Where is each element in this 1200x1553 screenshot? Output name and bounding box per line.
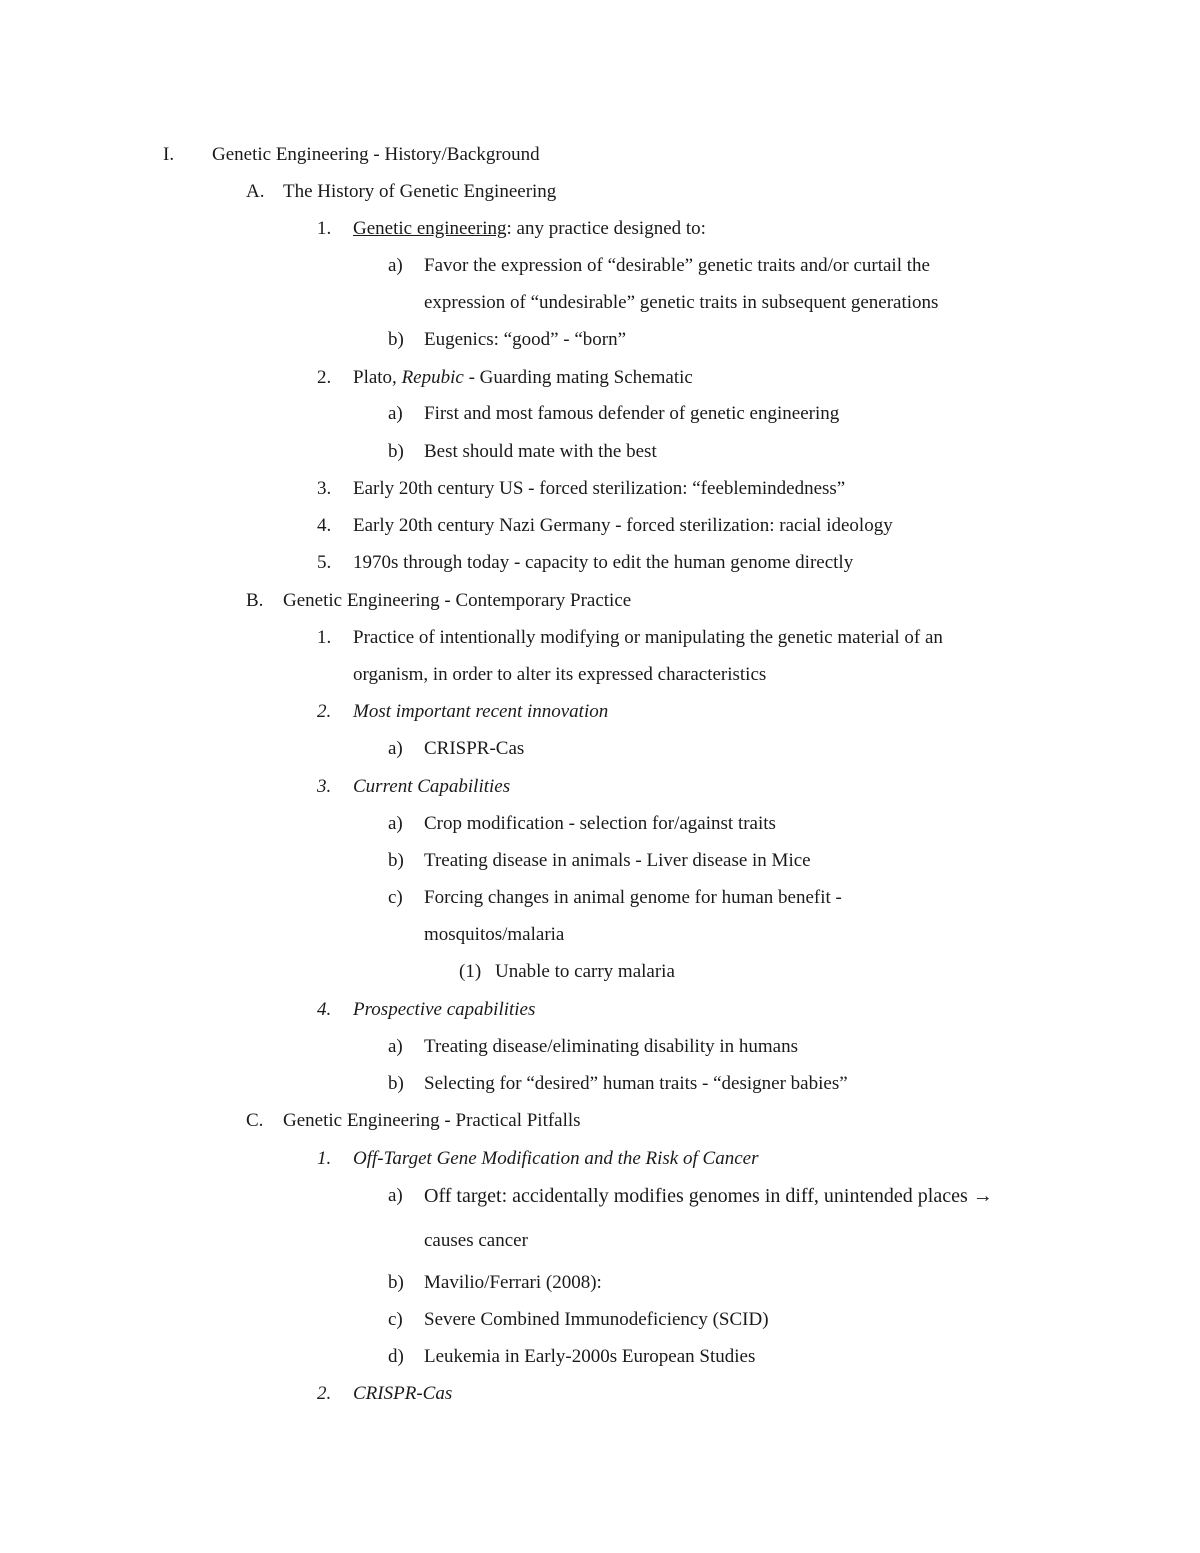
outline-item: CRISPR-Cas bbox=[424, 738, 525, 759]
outline-marker: b) bbox=[388, 1073, 404, 1094]
outline-item: 1970s through today - capacity to edit the human genome directly bbox=[353, 552, 854, 573]
outline-item: Severe Combined Immunodeficiency (SCID) bbox=[424, 1309, 769, 1330]
outline-marker: 1. bbox=[317, 1148, 332, 1169]
outline-item-continuation: organism, in order to alter its expressed characteristics bbox=[353, 664, 767, 685]
outline-marker: A. bbox=[246, 181, 265, 202]
outline-marker: a) bbox=[388, 255, 403, 276]
outline-marker: c) bbox=[388, 887, 403, 908]
outline-item: Current Capabilities bbox=[353, 776, 511, 797]
outline-item bbox=[353, 366, 693, 390]
outline-item-continuation: expression of “undesirable” genetic traits in subsequent generations bbox=[424, 292, 939, 313]
outline-marker: a) bbox=[388, 1185, 403, 1206]
outline-marker: b) bbox=[388, 441, 404, 462]
outline-item-continuation: causes cancer bbox=[424, 1230, 528, 1251]
outline-marker: 2. bbox=[317, 1383, 332, 1404]
outline-marker: b) bbox=[388, 329, 404, 350]
outline-item: Most important recent innovation bbox=[353, 701, 609, 722]
outline-item: Eugenics: “good” - “born” bbox=[424, 329, 627, 350]
outline-marker: B. bbox=[246, 590, 264, 611]
outline-marker: d) bbox=[388, 1346, 404, 1367]
outline-item: Best should mate with the best bbox=[424, 441, 657, 462]
outline-item: Treating disease in animals - Liver disease in Mice bbox=[424, 850, 811, 871]
outline-marker: (1) bbox=[459, 961, 482, 982]
outline-heading-b: Genetic Engineering - Contemporary Practice bbox=[283, 590, 632, 611]
outline-marker: 4. bbox=[317, 515, 332, 536]
outline-item: Forcing changes in animal genome for human benefit - bbox=[424, 887, 842, 908]
outline-marker: c) bbox=[388, 1309, 403, 1330]
outline-heading-1: Genetic Engineering - History/Background bbox=[212, 144, 540, 165]
outline-marker: 1. bbox=[317, 627, 332, 648]
outline-marker: a) bbox=[388, 813, 403, 834]
outline-item: Unable to carry malaria bbox=[495, 961, 675, 982]
outline-item: Early 20th century US - forced sterilization: “feeblemindedness” bbox=[353, 478, 846, 499]
outline-marker: a) bbox=[388, 403, 403, 424]
outline-marker: b) bbox=[388, 850, 404, 871]
outline-item: Off-Target Gene Modification and the Risk of Cancer bbox=[353, 1148, 759, 1169]
outline-item bbox=[353, 217, 706, 241]
outline-item: Prospective capabilities bbox=[353, 999, 536, 1020]
outline-marker: 3. bbox=[317, 776, 332, 797]
outline-item: CRISPR-Cas bbox=[353, 1383, 453, 1404]
outline-item: Treating disease/eliminating disability in humans bbox=[424, 1036, 798, 1057]
defined-term: Genetic engineering bbox=[353, 218, 507, 239]
outline-marker: 2. bbox=[317, 701, 332, 722]
outline-item: Selecting for “desired” human traits - “designer babies” bbox=[424, 1073, 848, 1094]
book-title: Repubic bbox=[401, 367, 464, 388]
outline-item: Crop modification - selection for/against traits bbox=[424, 813, 776, 834]
outline-marker: C. bbox=[246, 1110, 264, 1131]
outline-marker: a) bbox=[388, 1036, 403, 1057]
outline-marker: I. bbox=[163, 144, 175, 165]
item-text: : any practice designed to: bbox=[506, 218, 706, 239]
outline-item: First and most famous defender of genetic engineering bbox=[424, 403, 840, 424]
outline-marker: 3. bbox=[317, 478, 332, 499]
outline-item: Off target: accidentally modifies genomes in diff, unintended places → bbox=[424, 1185, 993, 1207]
outline-marker: 5. bbox=[317, 552, 332, 573]
outline-marker: 2. bbox=[317, 367, 332, 388]
outline-heading-c: Genetic Engineering - Practical Pitfalls bbox=[283, 1110, 581, 1131]
outline-marker: a) bbox=[388, 738, 403, 759]
outline-item: Early 20th century Nazi Germany - forced sterilization: racial ideology bbox=[353, 515, 893, 536]
outline-item: Leukemia in Early-2000s European Studies bbox=[424, 1346, 756, 1367]
outline-item: Favor the expression of “desirable” genetic traits and/or curtail the bbox=[424, 255, 930, 276]
outline-item: Practice of intentionally modifying or manipulating the genetic material of an bbox=[353, 627, 943, 648]
outline-marker: 4. bbox=[317, 999, 332, 1020]
outline-item: Mavilio/Ferrari (2008): bbox=[424, 1272, 602, 1293]
item-text: Plato, bbox=[353, 367, 402, 388]
outline-item-continuation: mosquitos/malaria bbox=[424, 924, 565, 945]
outline-marker: 1. bbox=[317, 218, 332, 239]
outline-marker: b) bbox=[388, 1272, 404, 1293]
outline-heading-a: The History of Genetic Engineering bbox=[283, 181, 557, 202]
item-text: - Guarding mating Schematic bbox=[463, 367, 693, 388]
